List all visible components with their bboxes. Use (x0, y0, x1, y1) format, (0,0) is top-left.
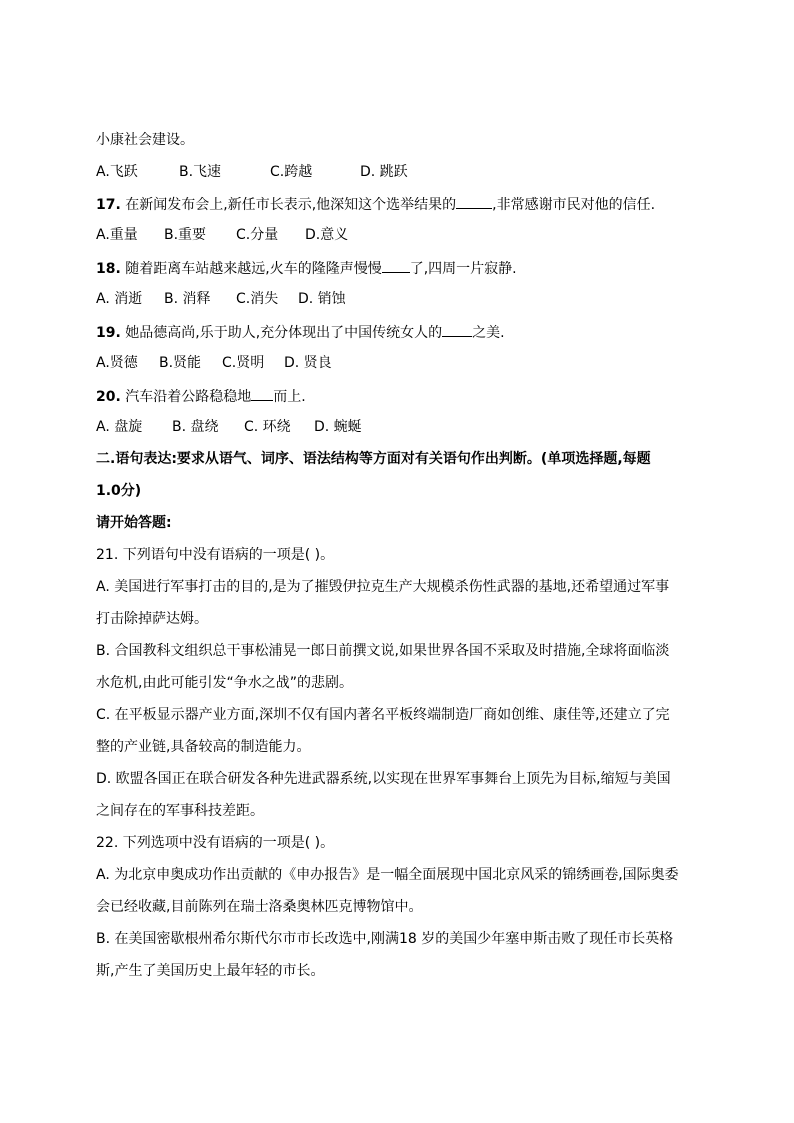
q16-option-a: A.飞跃 (96, 164, 138, 180)
q21-option-c-cont: 整的产业链,具备较高的制造能力。 (96, 739, 311, 755)
q18-answer-blank (382, 258, 410, 273)
q21-option-b-cont: 水危机,由此可能引发“争水之战”的悲剧。 (96, 675, 353, 691)
q18-option-b: B. 消释 (164, 291, 211, 307)
q16-option-b: B.飞速 (179, 164, 222, 180)
q20-text-after: 而上. (273, 389, 306, 405)
q19-number: 19. (96, 325, 121, 341)
q21-option-a: A. 美国进行军事打击的目的,是为了摧毁伊拉克生产大规模杀伤性武器的基地,还希望通过军事 (96, 579, 670, 595)
section2-heading-cont: 1.0分) (96, 483, 142, 499)
q17-text-before: 在新闻发布会上,新任市长表示,他深知这个选举结果的 (120, 197, 457, 213)
q22-stem: 22. 下列选项中没有语病的一项是( )。 (96, 835, 335, 851)
q19-text-before: 她品德高尚,乐于助人,充分体现出了中国传统女人的 (120, 325, 443, 341)
q21-option-d: D. 欧盟各国正在联合研发各种先进武器系统,以实现在世界军事舞台上顶先为目标,缩短与美国 (96, 771, 671, 787)
q21-option-c: C. 在平板显示器产业方面,深圳不仅有国内著名平板终端制造厂商如创维、康佳等,还建立了完 (96, 707, 670, 723)
q21-option-a-cont: 打击除掉萨达姆。 (96, 611, 208, 627)
q19-option-a: A.贤德 (96, 355, 138, 371)
q19-option-d: D. 贤良 (284, 355, 332, 371)
q22-option-a: A. 为北京申奥成功作出贡献的《申办报告》是一幅全面展现中国北京风采的锦绣画卷,国际奥委 (96, 867, 679, 883)
q17-answer-blank (456, 194, 492, 209)
q22-option-b-cont: 斯,产生了美国历史上最年轻的市长。 (96, 963, 325, 979)
q22-option-a-cont: 会已经收藏,目前陈列在瑞士洛桑奥林匹克博物馆中。 (96, 899, 423, 915)
q17-option-d: D.意义 (305, 227, 349, 243)
q18-number: 18. (96, 261, 121, 277)
q18-text-before: 随着距离车站越来越远,火车的隆隆声慢慢 (120, 261, 382, 277)
q17-option-c: C.分量 (236, 227, 279, 243)
q20-option-d: D. 蜿蜒 (314, 419, 362, 435)
q21-option-d-cont: 之间存在的军事科技差距。 (96, 803, 264, 819)
q17-option-a: A.重量 (96, 227, 138, 243)
q19-stem (96, 322, 505, 342)
q21-option-b: B. 合国教科文组织总干事松浦晃一郎日前撰文说,如果世界各国不采取及时措施,全球将面临淡 (96, 643, 670, 659)
q16-option-d: D. 跳跃 (360, 164, 408, 180)
q17-text-after: ,非常感谢市民对他的信任. (492, 197, 656, 213)
q20-option-a: A. 盘旋 (96, 419, 143, 435)
q17-number: 17. (96, 197, 121, 213)
q19-option-b: B.贤能 (159, 355, 202, 371)
q18-option-c: C.消失 (236, 291, 279, 307)
q20-option-c: C. 环绕 (244, 419, 291, 435)
q18-option-d: D. 销蚀 (298, 291, 346, 307)
q19-option-c: C.贤明 (222, 355, 265, 371)
start-prompt: 请开始答题: (96, 515, 172, 531)
q19-text-after: 之美. (472, 325, 505, 341)
q19-answer-blank (442, 322, 472, 337)
q17-stem (96, 194, 655, 214)
q20-answer-blank (251, 386, 273, 401)
q21-stem: 21. 下列语句中没有语病的一项是( )。 (96, 547, 335, 563)
q18-text-after: 了,四周一片寂静. (409, 261, 517, 277)
q22-option-b: B. 在美国密歇根州希尔斯代尔市市长改选中,刚满18 岁的美国少年塞申斯击败了现任市长英格 (96, 931, 674, 947)
q16-option-c: C.跨越 (270, 164, 313, 180)
q18-option-a: A. 消逝 (96, 291, 143, 307)
section2-heading: 二.语句表达:要求从语气、词序、语法结构等方面对有关语句作出判断。(单项选择题,每题 (96, 451, 651, 467)
q17-option-b: B.重要 (164, 227, 207, 243)
q20-option-b: B. 盘绕 (172, 419, 219, 435)
q20-stem (96, 386, 306, 406)
q20-text-before: 汽车沿着公路稳稳地 (120, 389, 252, 405)
q16-stem-continuation: 小康社会建设。 (96, 132, 194, 148)
q20-number: 20. (96, 389, 121, 405)
q18-stem (96, 258, 517, 278)
